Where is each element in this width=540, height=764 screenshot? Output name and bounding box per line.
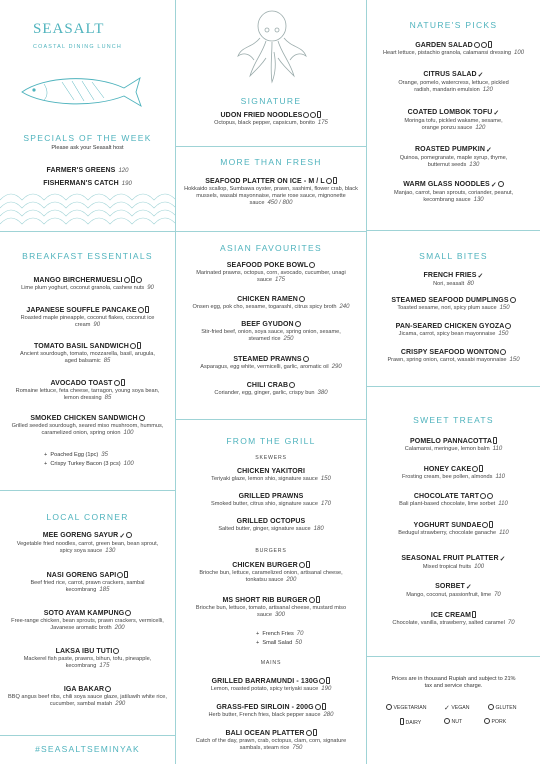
gluten-icon (105, 686, 111, 692)
menu-item: JAPANESE SOUFFLE PANCAKE Roasted maple pineapple, coconut flakes, coconut ice cream 90 (20, 307, 155, 329)
gluten-icon (480, 493, 486, 499)
grill-title: FROM THE GRILL (226, 436, 316, 446)
pork-icon (484, 718, 490, 724)
burgers-label: BURGERS (255, 548, 287, 554)
gluten-icon (510, 297, 516, 303)
menu-item: UDON FRIED NOODLES Octopus, black pepper, capsicum, bonito 175 (214, 112, 328, 126)
divider (0, 735, 175, 736)
menu-item: GRASS-FED SIRLOIN - 200G Herb butter, French fries, black pepper sauce 280 (208, 704, 334, 718)
menu-item: CHOCOLATE TART Bali plant-based chocolate, lime sorbet 110 (399, 493, 508, 507)
menu-item: SOTO AYAM KAMPUNG Free-range chicken, bean sprouts, prawn crackers, vermicelli, Javanese aromatic broth 200 (11, 610, 164, 632)
menu-item: STEAMED SEAFOOD DUMPLINGS Toasted sesame, nori, spicy plum sauce 150 (369, 297, 538, 312)
vegan-icon: ✓ (465, 584, 472, 591)
asian-title: ASIAN FAVOURITES (220, 243, 322, 253)
nature-title: NATURE'S PICKS (409, 20, 498, 30)
left-column (0, 0, 175, 764)
gluten-icon (299, 562, 305, 568)
vegan-icon: ✓ (485, 147, 492, 154)
gluten-icon (295, 321, 301, 327)
menu-item: ICE CREAM Chocolate, vanilla, strawberry, salted caramel 70 (392, 612, 515, 626)
menu-item: TOMATO BASIL SANDWICH Ancient sourdough, tomato, mozzarella, basil, arugula, aged balsamic 85 (20, 343, 155, 365)
vegan-icon: ✓ (490, 182, 497, 189)
dairy-icon (400, 718, 404, 725)
vegan-icon: ✓ (477, 273, 484, 280)
octopus-illustration (232, 6, 312, 86)
dairy-icon (333, 177, 337, 184)
gluten-icon (309, 262, 315, 268)
mains-label: MAINS (260, 660, 282, 666)
skewers-label: SKEWERS (255, 455, 287, 461)
menu-item: CHICKEN RAMEN Onsen egg, pok cho, sesame, togarashi, citrus spicy broth 240 (192, 296, 350, 310)
menu-item: GARDEN SALAD Heart lettuce, pistachio granola, calamansi dressing 100 (382, 42, 525, 56)
extra-poached-egg: + Poached Egg (1pc) 35 (44, 452, 108, 458)
gluten-icon (289, 382, 295, 388)
menu-item: SORBET✓ Mango, coconut, passionfruit, lime 70 (406, 583, 501, 598)
dairy-icon (131, 276, 135, 283)
nut-icon (498, 181, 504, 187)
price-note: Prices are in thousand Rupiah and subject to 21% tax and service charge. (391, 676, 516, 689)
signature-title: SIGNATURE (240, 96, 302, 106)
gluten-icon (309, 597, 315, 603)
gluten-icon (139, 415, 145, 421)
divider (176, 419, 366, 420)
vegetarian-icon (481, 42, 487, 48)
dairy-icon (317, 111, 321, 118)
dairy-icon (479, 465, 483, 472)
brand-logo: SEASALT (33, 21, 105, 37)
breakfast-title: BREAKFAST ESSENTIALS (22, 251, 153, 261)
middle-column (175, 0, 367, 764)
hashtag: #SEASALTSEMINYAK (35, 744, 140, 754)
nut-icon (136, 277, 142, 283)
gluten-icon (472, 466, 478, 472)
gluten-icon (306, 730, 312, 736)
gluten-icon (482, 522, 488, 528)
menu-item: BEEF GYUDON Stir-fried beef, onion, soya sauce, spring onion, sesame, steamed rice 250 (201, 321, 341, 343)
divider (367, 386, 540, 387)
dairy-icon (306, 561, 310, 568)
gluten-icon (500, 349, 506, 355)
menu-item: CHILI CRAB Coriander, egg, ginger, garlic, crispy bun 380 (214, 382, 328, 396)
nut-icon (303, 112, 309, 118)
menu-item: GRILLED OCTOPUS Salted butter, ginger, signature sauce 180 (218, 518, 324, 532)
dairy-icon (322, 703, 326, 710)
vegetarian-icon (130, 343, 136, 349)
menu-item: YOGHURT SUNDAE Bedugul strawberry, chocolate ganache 110 (398, 522, 509, 536)
extra-small-salad: + Small Salad 50 (256, 640, 302, 646)
gluten-icon (310, 112, 316, 118)
gluten-icon (488, 704, 494, 710)
gluten-icon (299, 296, 305, 302)
divider (176, 146, 366, 147)
nut-icon (487, 493, 493, 499)
right-column: NATURE'S PICKS GARDEN SALAD Heart lettuce, pistachio granola, calamansi dressing 100 CITRUS SALAD✓ Orange, pomelo, watercress, lettuce, pickled radish, mandarin emulsion 120 COATED LOMBOK TOFU✓ Moringa tofu, pickled wakame, sesame, orange ponzu sauce 120 ROASTED PUMPKIN✓ Quinoa, pomegranate, maple syrup, thyme, butternut seeds 130 WARM GLASS NOODLES✓ Manjao, carrot, bean sprouts, coriander, peanut, kecombrang sauce 130 SMALL BITES FRENCH FRIES✓ Nori, seasalt 80 STEAMED SEAFOOD DUMPLINGS Toasted sesame, nori, spicy plum sauce 150 PAN-SEARED CHICKEN GYOZA Jicama, carrot, spicy bean mayonnaise 150 CRISPY SEAFOOD WONTON Prawn, spring onion, carrot, wasabi mayonnaise 150 SWEET TREATS POMELO PANNACOTTA Calamansi, meringue, lemon balm 110 HONEY CAKE Frosting cream, bee pollen, almonds 110 CHOCOLATE TART Bali plant-based chocolate, lime sorbet 110 YOGHURT SUNDAE Bedugul strawberry, chocolate ganache 110 SEASONAL FRUIT PLATTER✓ Mixed tropical fruits 100 SORBET✓ Mango, coconut, passionfruit, lime 70 ICE CREAM Chocolate, vanilla, strawberry, salted caramel 70 Prices are in thousand Rupiah and subject to 21% tax and service charge. VEGETARIAN ✓ VEGAN GLUTEN DAIRY NUT PORK (367, 0, 540, 764)
menu-item: IGA BAKAR BBQ angus beef ribs, chili soya sauce glaze, jatiluwih white rice, cucumber, sambal matah 290 (8, 686, 167, 708)
menu-item: SEASONAL FRUIT PLATTER✓ Mixed tropical fruits 100 (401, 555, 506, 570)
menu-item: POMELO PANNACOTTA Calamansi, meringue, lemon balm 110 (404, 438, 503, 452)
small-bites-title: SMALL BITES (419, 251, 488, 261)
menu-item: PAN-SEARED CHICKEN GYOZA Jicama, carrot, spicy bean mayonnaise 150 (369, 323, 538, 338)
vegan-icon: ✓ (444, 705, 450, 712)
divider (367, 656, 540, 657)
dairy-icon (493, 437, 497, 444)
menu-item: MEE GORENG SAYUR✓ Vegetable fried noodles, carrot, green bean, bean sprout, spicy soya sauce 130 (16, 532, 159, 555)
menu-item: BALI OCEAN PLATTER Catch of the day, prawn, crab, octopus, clam, corn, signature sambals, steam rice 750 (195, 730, 347, 752)
vegetarian-icon (114, 380, 120, 386)
gluten-icon (126, 532, 132, 538)
fresh-title: MORE THAN FRESH (220, 157, 322, 167)
gluten-icon (113, 648, 119, 654)
menu-item: SMOKED CHICKEN SANDWICH Grilled seeded sourdough, seared miso mushroom, hummus, caramelized onion, spring onion 100 (11, 415, 164, 437)
extra-turkey-bacon: + Crispy Turkey Bacon (3 pcs) 100 (44, 461, 134, 467)
dairy-icon (472, 611, 476, 618)
menu-item: GRILLED BARRAMUNDI - 130G Lemon, roasted potato, spicy teriyaki sauce 190 (210, 678, 332, 692)
gluten-icon (303, 356, 309, 362)
vegan-icon: ✓ (499, 556, 506, 563)
menu-item: CRISPY SEAFOOD WONTON Prawn, spring onion, carrot, wasabi mayonnaise 150 (387, 349, 520, 363)
divider (176, 231, 366, 232)
menu-item: CHICKEN BURGER Brioche bun, lettuce, caramelized onion, artisanal cheese, tonkatsu sauce 200 (199, 562, 343, 584)
dairy-icon (326, 677, 330, 684)
menu-item: MS SHORT RIB BURGER Brioche bun, lettuce, tomato, artisanal cheese, mustard miso sauce 300 (195, 597, 347, 619)
fish-illustration (14, 70, 144, 112)
menu-item: COATED LOMBOK TOFU✓ Moringa tofu, pickled wakame, sesame, orange ponzu sauce 120 (404, 109, 503, 132)
menu-item: SEAFOOD PLATTER ON ICE - M / L Hokkaido scallop, Sumbawa oyster, prawn, sashimi, flower crab, black mussels, wasabi mayonnaise, marie rose sauce, mignonette sauce 450 / 800 (184, 178, 358, 207)
specials-note: Please ask your Seasalt host (51, 145, 124, 151)
specials-title: SPECIALS OF THE WEEK (23, 133, 152, 143)
dairy-icon (145, 306, 149, 313)
dairy-icon (121, 379, 125, 386)
gluten-icon (117, 572, 123, 578)
menu-item: HONEY CAKE Frosting cream, bee pollen, almonds 110 (401, 466, 506, 480)
menu-item: AVOCADO TOAST Romaine lettuce, feta cheese, tarragon, young soya bean, lemon dressing 85 (15, 380, 160, 402)
menu-item: FRENCH FRIES✓ Nori, seasalt 80 (423, 272, 484, 287)
dairy-icon (488, 41, 492, 48)
wave-pattern (0, 186, 175, 230)
gluten-icon (315, 704, 321, 710)
brand-tagline: COASTAL DINING LUNCH (33, 44, 122, 50)
menu-item: NASI GORENG SAPI Beef fried rice, carrot, prawn crackers, sambal kecombrang 185 (30, 572, 145, 594)
divider (0, 231, 175, 232)
vegan-icon: ✓ (493, 110, 500, 117)
divider (0, 490, 175, 491)
dairy-icon (489, 521, 493, 528)
menu-item: LAKSA IBU TUTI Mackerel fish paste, prawns, bihun, tofu, pineapple, kecombrang 175 (23, 648, 152, 670)
menu-item: CHICKEN YAKITORI Teriyaki glaze, lemon shio, signature sauce 150 (211, 468, 331, 482)
menu-item: GRILLED PRAWNS Smoked butter, citrus shio, signature sauce 170 (211, 493, 331, 507)
special-item-farmers-greens: FARMER'S GREENS 120 (46, 167, 129, 174)
gluten-icon (474, 42, 480, 48)
dairy-icon (137, 342, 141, 349)
gluten-icon (505, 323, 511, 329)
menu-item: MANGO BIRCHERMUESLI Lime plum yoghurt, coconut granola, cashew nuts 90 (21, 277, 154, 291)
vegan-icon: ✓ (119, 533, 126, 540)
nut-icon (444, 718, 450, 724)
extra-french-fries: + French Fries 70 (256, 631, 304, 637)
menu-item: WARM GLASS NOODLES✓ Manjao, carrot, bean sprouts, coriander, peanut, kecombrang sauce 130 (393, 181, 514, 204)
dairy-icon (313, 729, 317, 736)
menu-item: SEAFOOD POKE BOWL Marinated prawns, octopus, corn, avocado, cucumber, unagi sauce 175 (196, 262, 346, 284)
menu-item: CITRUS SALAD✓ Orange, pomelo, watercress, lettuce, pickled radish, mandarin emulsion 120 (398, 71, 509, 94)
local-title: LOCAL CORNER (46, 512, 129, 522)
special-item-fishermans-catch: FISHERMAN'S CATCH 190 (43, 180, 132, 187)
gluten-icon (319, 678, 325, 684)
menu-item: STEAMED PRAWNS Asparagus, egg white, vermicelli, garlic, aromatic oil 290 (200, 356, 342, 370)
vegetarian-icon (138, 307, 144, 313)
menu-item: ROASTED PUMPKIN✓ Quinoa, pomegranate, maple syrup, thyme, butternut seeds 130 (399, 146, 508, 169)
vegetarian-icon (386, 704, 392, 710)
divider (367, 230, 540, 231)
vegetarian-icon (124, 277, 130, 283)
vegan-icon: ✓ (477, 72, 484, 79)
dairy-icon (124, 571, 128, 578)
gluten-icon (326, 178, 332, 184)
sweet-title: SWEET TREATS (413, 415, 494, 425)
dairy-icon (316, 596, 320, 603)
gluten-icon (125, 610, 131, 616)
